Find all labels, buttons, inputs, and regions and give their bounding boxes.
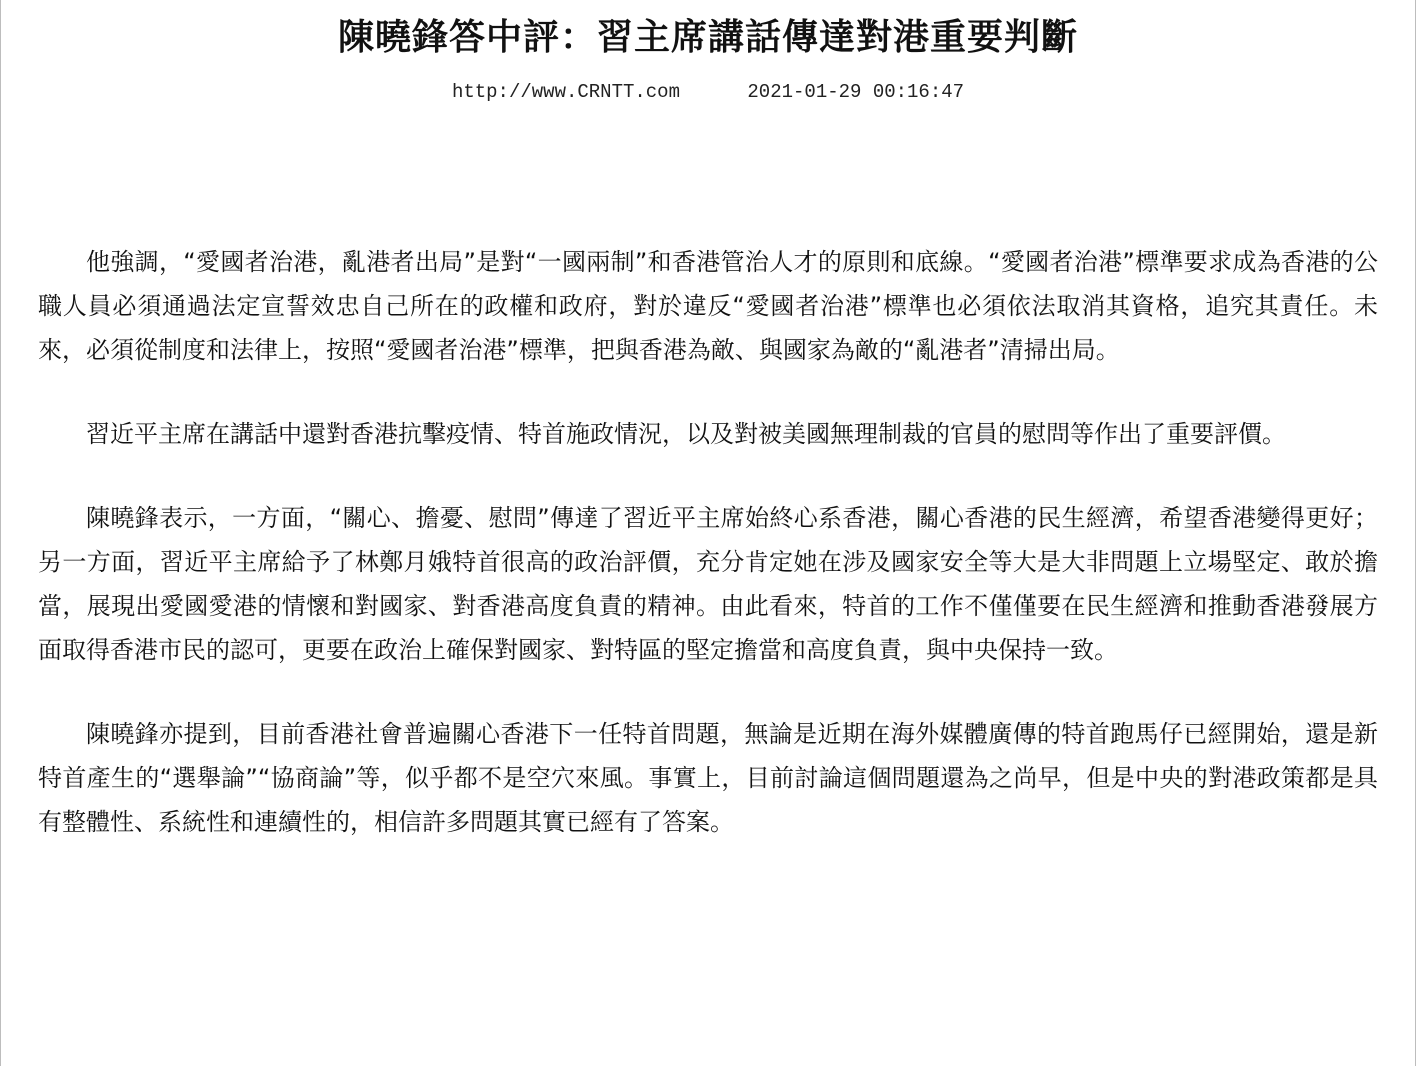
source-url[interactable]: http://www.CRNTT.com bbox=[451, 81, 680, 103]
page-border-left bbox=[0, 0, 1, 1066]
article-paragraph: 陳曉鋒亦提到，目前香港社會普遍關心香港下一任特首問題，無論是近期在海外媒體廣傳的特首跑馬仔已經開始，還是新特首產生的“選舉論”“協商論”等，似乎都不是空穴來風。事實上，目前討論這個問題還為之尚早，但是中央的對港政策都是具有整體性、系統性和連續性的，相信許多問題其實已經有了答案。 bbox=[38, 720, 1378, 836]
article-body bbox=[38, 240, 1378, 844]
article-paragraph: 他強調，“愛國者治港，亂港者出局”是對“一國兩制”和香港管治人才的原則和底線。“愛國者治港”標準要求成為香港的公職人員必須通過法定宣誓效忠自己所在的政權和政府，對於違反“愛國者治港”標準也必須依法取消其資格，追究其責任。未來，必須從制度和法律上，按照“愛國者治港”標準，把與香港為敵、與國家為敵的“亂港者”清掃出局。 bbox=[38, 248, 1378, 364]
article-meta bbox=[38, 78, 1378, 106]
article-headline: 陳曉鋒答中評：習主席講話傳達對港重要判斷 bbox=[337, 17, 1078, 58]
article-paragraph: 陳曉鋒表示，一方面，“關心、擔憂、慰問”傳達了習近平主席始終心系香港，關心香港的民生經濟，希望香港變得更好；另一方面，習近平主席給予了林鄭月娥特首很高的政治評價，充分肯定她在涉及國家安全等大是大非問題上立場堅定、敢於擔當，展現出愛國愛港的情懷和對國家、對香港高度負責的精神。由此看來，特首的工作不僅僅要在民生經濟和推動香港發展方面取得香港市民的認可，更要在政治上確保對國家、對特區的堅定擔當和高度負責，與中央保持一致。 bbox=[38, 504, 1378, 664]
article-paragraph: 習近平主席在講話中還對香港抗擊疫情、特首施政情況，以及對被美國無理制裁的官員的慰問等作出了重要評價。 bbox=[86, 420, 1286, 448]
publish-timestamp: 2021-01-29 00:16:47 bbox=[747, 81, 965, 103]
article bbox=[38, 0, 1378, 884]
